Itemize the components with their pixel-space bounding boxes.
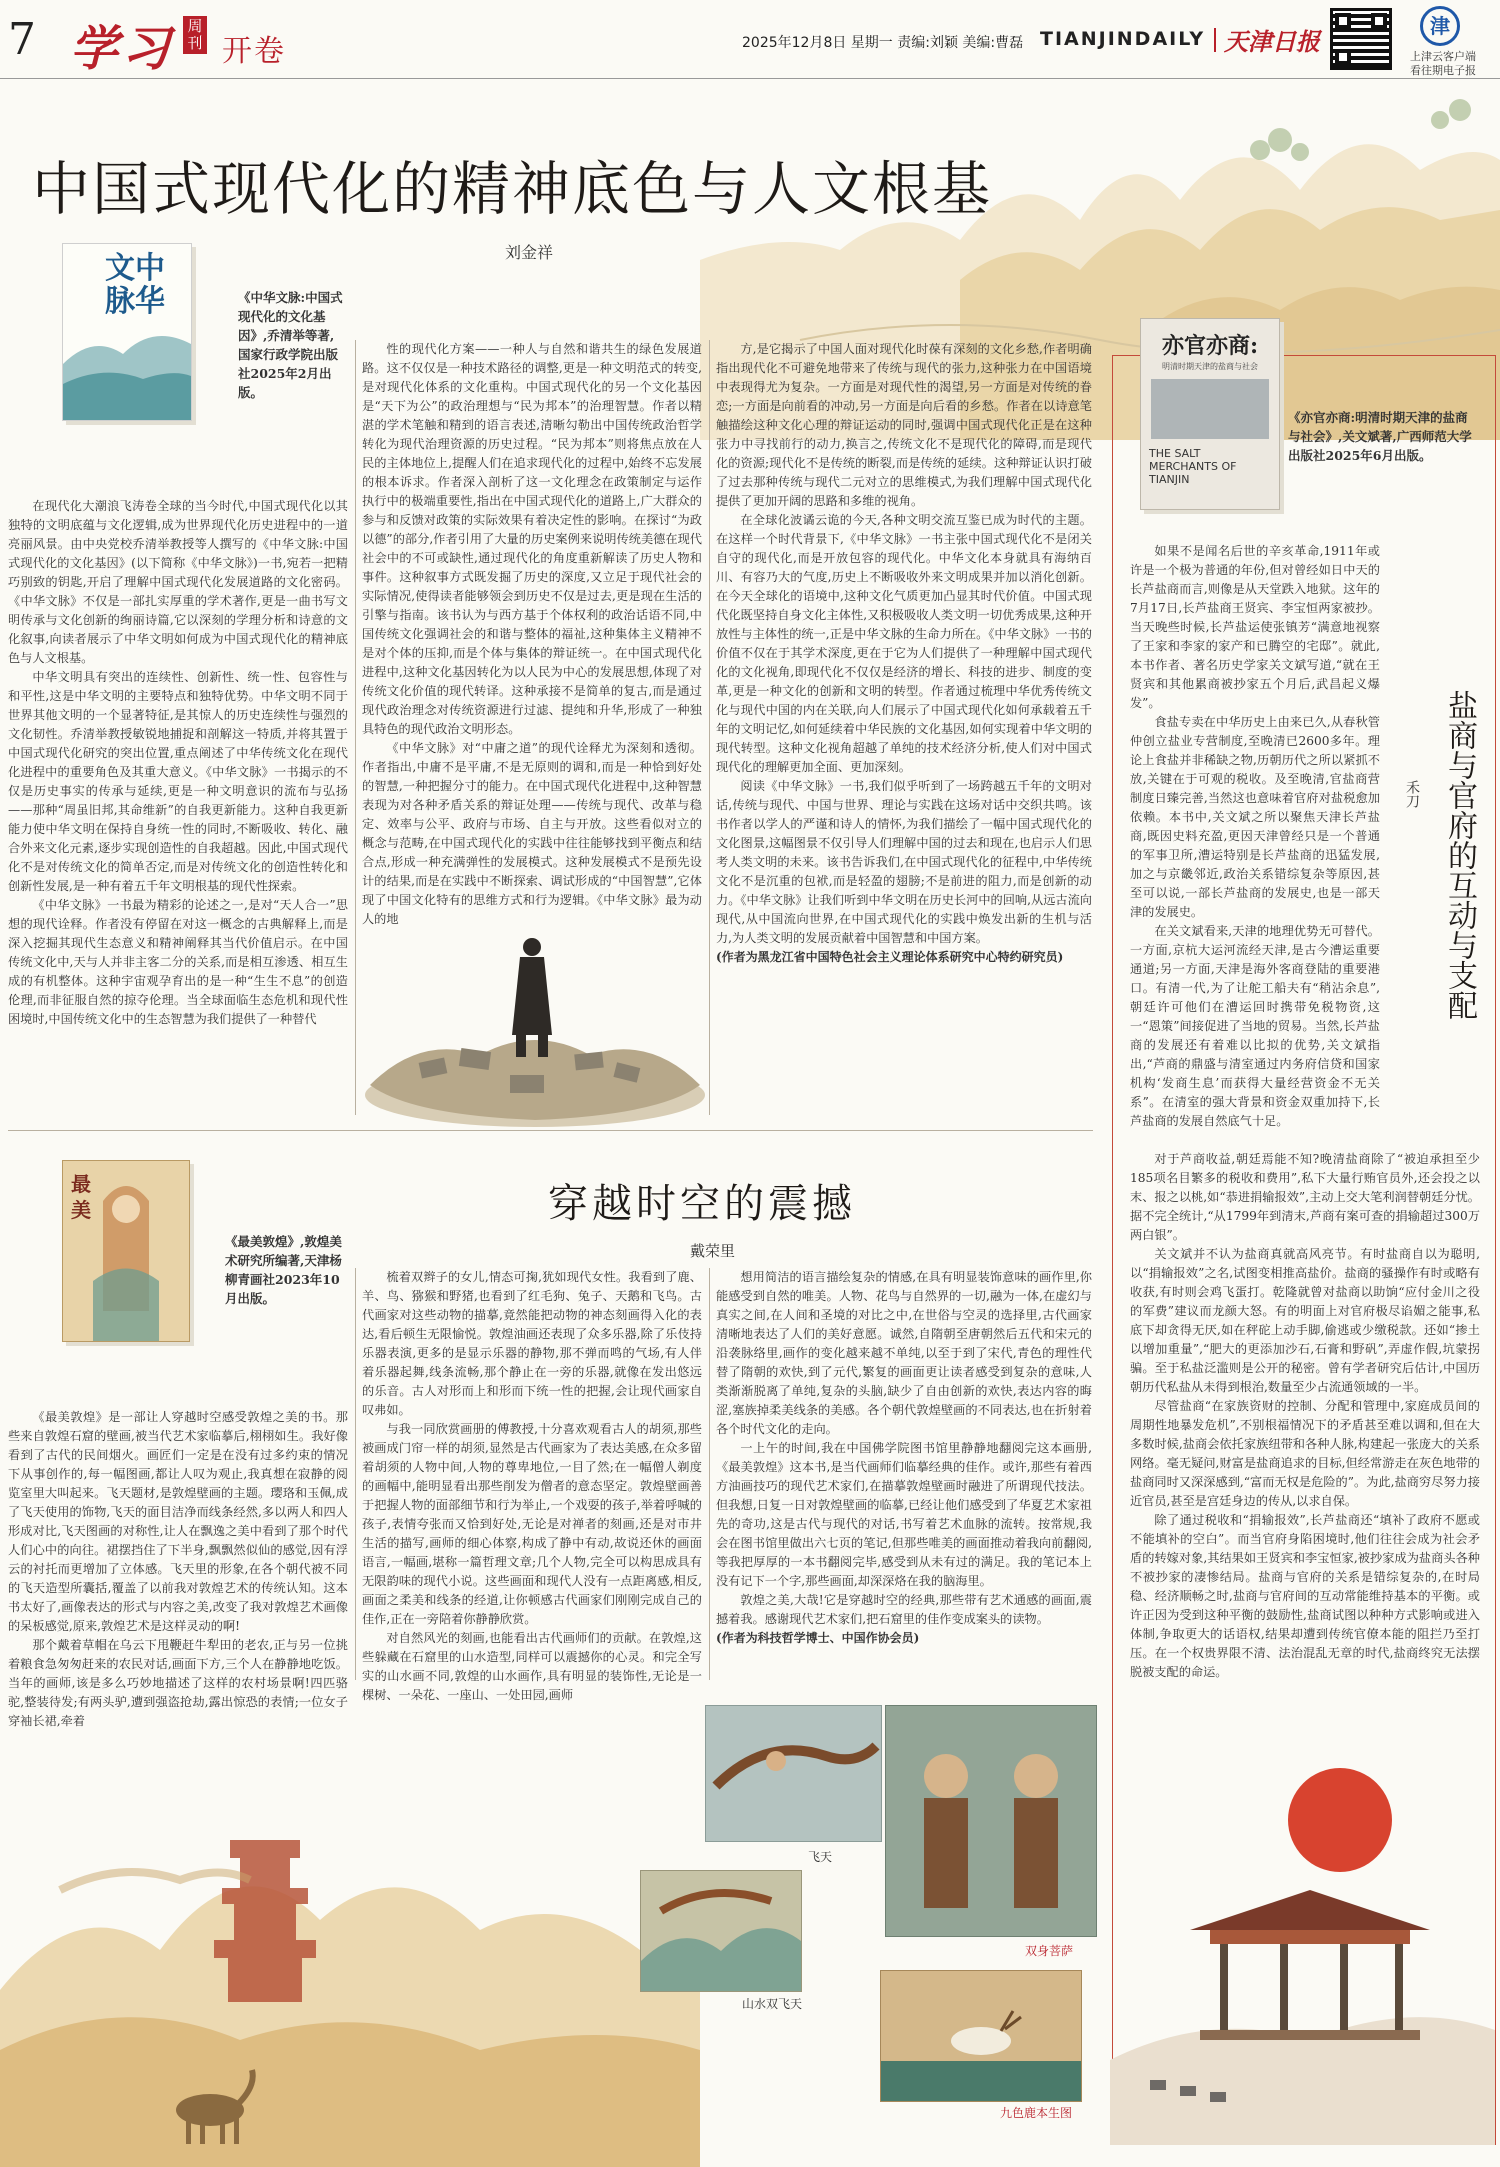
paragraph: 食盐专卖在中华历史上由来已久,从春秋管仲创立盐业专营制度,至晚清已2600多年。理论上食盐并非稀缺之物,历朝历代之所以紧抓不放,关键在于可观的税收。及至晚清,官盐商营制度日臻完善,当然这也意味着官府对盐税愈加依赖。本书中,关文斌之所以聚焦天津长芦盐商,既因史料充盈,更因天津曾经只是一个普通的军事卫所,漕运特别是长芦盐商的迅猛发展,加之与京畿邻近,政治关系错综复杂等原因,甚至可以说,一部长芦盐商的发展史,也是一部天津的发展史。 — [1130, 715, 1380, 919]
paragraph: 阅读《中华文脉》一书,我们似乎听到了一场跨越五千年的文明对话,传统与现代、中国与世界、理论与实践在这场对话中交织共鸣。该书作者以学人的严谨和诗人的情怀,为我们描绘了一幅中国式现代化的文化图景,这幅图景不仅引导人们理解中国的过去和现在,也启示人们思考人类文明的未来。该书告诉我们,在中国式现代化的征程中,中华传统文化不是沉重的包袱,而是轻盈的翅膀;不是前进的阻力,而是创新的动力。《中华文脉》让我们听到中华文明在历史长河中的回响,从远古流向现代,从中国流向世界,在中国式现代化的实践中焕发出新的生机与活力,为人类文明的发展贡献着中国智慧和中国方案。 — [716, 779, 1092, 945]
book-cover-zhonghua — [62, 243, 192, 421]
mural-nine-color-deer — [880, 1970, 1082, 2102]
paragraph: 除了通过税收和“捐输报效”,长芦盐商还“填补了政府不愿或不能填补的空白”。而当官府身陷困境时,他们往往会成为社会矛盾的转嫁对象,其结果如王贤宾和李宝恒家,被抄家成为盐商头各种不被抄家的凄惨结局。盐商与官府的关系是错综复杂的,在时局稳、经济顺畅之时,盐商与官府间的互动常能维持基本的平衡。或许正因为受到这种平衡的鼓励性,盐商试图以种种方式影响或进入体制,争取更大的话语权,结果却遭到传统官僚本能的阻拦乃至打压。在一个权贵界限不清、法治混乱无章的时代,盐商终究无法摆脱被支配的命运。 — [1130, 1513, 1480, 1679]
paragraph: 如果不是闻名后世的辛亥革命,1911年或许是一个极为普通的年份,但对曾经如日中天的长芦盐商而言,则像是从天堂跌入地狱。这年的7月17日,长芦盐商王贤宾、李宝恒两家被抄。当天晚些时候,长芦盐运使张镇芳“满意地视察了王家和李家的家产和已腾空的宅邸”。就此,本书作者、著名历史学家关文斌写道,“就在王贤宾和其他累商被抄家五个月后,武昌起义爆发”。 — [1130, 544, 1380, 710]
book-cover-title: 文中脉华 — [105, 251, 165, 319]
article3-title: 盐商与官府的互动与支配 — [1442, 690, 1477, 1020]
mural-label-landscape: 山水双飞天 — [742, 1997, 803, 2011]
page-number: 7 — [8, 14, 36, 65]
article2-column-2 — [362, 1268, 702, 1705]
book-cover-subtitle: 明清时期天津的盐商与社会 — [1162, 362, 1258, 371]
paragraph: 在全球化波谲云诡的今天,各种文明交流互鉴已成为时代的主题。在这样一个时代背景下,《中华文脉》一书主张中国式现代化不是闭关自守的现代化,而是开放包容的现代化。中华文化本身就具有海纳百川、有容乃大的气度,历史上不断吸收外来文明成果并加以消化创新。在今天全球化的语境中,这种文化气质更加凸显其时代价值。中国式现代化既坚持自身文化主体性,又积极吸收人类文明一切优秀成果,这种开放性与主体性的统一,正是中华文脉的生命力所在。《中华文脉》一书的价值不仅在于其学术深度,更在于它为人们提供了一种理解中国式现代化的文化视角,即现代化不仅仅是经济的增长、科技的进步、制度的变革,更是一种文化的创新和文明的转型。作者通过梳理中华优秀传统文化与现代中国的内在关联,向人们展示了中国式现代化如何承载着五千年的文明记忆,如何延续着中华民族的文化基因,如何实现着中华文明的现代转型。这种文化视角超越了单纯的技术经济分析,使人们对中国式现代化的理解更加全面、更加深刻。 — [716, 513, 1092, 774]
date-line: 2025年12月8日 星期一 责编:刘颖 美编:曹磊 — [742, 35, 1024, 51]
article2-title: 穿越时空的震撼 — [548, 1181, 856, 1227]
mural-label-bodhisattva: 双身菩萨 — [1025, 1944, 1074, 1958]
paragraph: 对于芦商收益,朝廷焉能不知?晚清盐商除了“被迫承担至少185项名目繁多的税收和费用”,私下大量行贿官员外,还会投之以末、报之以桃,如“恭进捐输报效”,主动上交大笔利润替朝廷分忧。据不完全统计,“从1799年到清末,芦商有案可查的捐输超过300万两白银”。 — [1130, 1152, 1480, 1242]
article1-author: 刘金祥 — [505, 243, 554, 262]
paragraph: 《最美敦煌》是一部让人穿越时空感受敦煌之美的书。那些来自敦煌石窟的壁画,被当代艺术家临摹后,栩栩如生。我好像看到了古代的民间烟火。画匠们一定是在没有过多约束的情况下从事创作的,每一幅图画,都让人叹为观止,我真想在寂静的阅览室里大叫起来。飞天题材,是敦煌壁画的主题。璎珞和玉佩,成了飞天使用的饰物,飞天的面目洁净而线条经然,多以两人和四人形成对比,飞天图画的对称性,让人在飘逸之美中看到了那个时代人们心中的向往。裙摆挡住了下半身,飘飘然似仙的感觉,因有浮云的衬托而更增加了立体感。飞天里的形象,在各个朝代被不同的飞天造型所囊括,覆盖了以前我对敦煌艺术的传统认知。这本书太好了,画像表达的形式与内容之美,改变了我对敦煌艺术画像的呆板感觉,原来,敦煌艺术是这样灵动的啊! — [8, 1410, 348, 1633]
pavilion-illustration — [1110, 1760, 1495, 2145]
app-logo-icon[interactable]: 津 — [1420, 6, 1460, 46]
brand-logo: 学习 — [70, 21, 175, 77]
paragraph: 方,是它揭示了中国人面对现代化时葆有深刻的文化乡愁,作者明确指出现代化不可避免地带来了传统与现代的张力,这种张力在中国语境中表现得尤为复杂。一方面是对现代性的渴望,另一方面是对传统的眷恋;一方面是向前看的冲动,另一方面是向后看的乡愁。作者在以诗意笔触描绘这种文化心理的辩证运动的同时,强调中国式现代化正是在这种张力中寻找前行的动力,换言之,传统文化不是现代化的障碍,而是现代化的资源;现代化不是传统的断裂,而是传统的延续。这种辩证认识打破了过去那种传统与现代二元对立的思维模式,为我们理解中国式现代化提供了更加开阔的思路和多维的视角。 — [716, 342, 1092, 508]
svg-text:最: 最 — [71, 1172, 91, 1196]
app-line-2: 看往期电子报 — [1410, 64, 1476, 77]
paragraph: 性的现代化方案——一种人与自然和谐共生的绿色发展道路。这不仅仅是一种技术路径的调整,更是一种文明范式的转变,是对现代化体系的文化重构。中国式现代化的另一个文化基因是“天下为公”的政治理想与“民为邦本”的治理智慧。作者以精湛的学术笔触和精到的语言表述,清晰勾勒出中国传统政治哲学转化为现代治理资源的历史过程。“民为邦本”则将焦点放在人民的主体地位上,提醒人们在追求现代化的过程中,始终不忘发展的根本诉求。作者深入剖析了这一文化理念在政策制定与运作执行中的极端重要性,指出在中国式现代化的道路上,广大群众的参与和反馈对政策的实际效果有着决定性的影响。在探讨“为政以德”的部分,作者引用了大量的历史案例来说明传统美德在现代社会中的不可或缺性,通过现代化的角度重新解读了历史人物和事件。这种叙事方式既发掘了历史的深度,又立足于现代社会的实际情况,使得读者能够领会到历史不仅是过去,更是现在生活的引擎与指南。该书认为与西方基于个体权利的政治话语不同,中国传统文化强调社会的和谐与整体的福祉,这种集体主义精神不是对个体的压抑,而是个体与集体的辩证统一。在中国式现代化进程中,这种文化基因转化为以人民为中心的发展思想,体现了对传统文化价值的现代转译。这种承接不是简单的复古,而是通过现代政治理念对传统资源进行过滤、提纯和升华,形成了一种独具特色的现代政治文明形态。 — [362, 342, 702, 736]
book-cover-dunhuang — [62, 1160, 190, 1342]
paper-name-cn: 天津日报 — [1224, 27, 1320, 56]
mural-landscape-feitian — [640, 1870, 802, 1992]
article3-author: 禾刀 — [1404, 780, 1420, 808]
qr-code[interactable] — [1330, 8, 1392, 70]
paragraph: 梳着双辫子的女儿,情态可掬,犹如现代女性。我看到了鹿、羊、鸟、猕猴和野猪,也看到了红毛狗、兔子、天鹅和飞鸟。古代画家对这些动物的描摹,竟然能把动物的神态刻画得入化的表达,看后顿生无限愉悦。敦煌油画还表现了众多乐器,除了乐伎持乐器表演,更多的是显示乐器的静物,那不弹而鸣的气场,有人伴着乐器起舞,线条流畅,那个静止在一旁的乐器,就像在发出悠远的乐音。古人对形而上和形而下统一性的把握,会让现代画家自叹弗如。 — [362, 1270, 702, 1417]
paper-name-en: TIANJINDAILY — [1040, 28, 1206, 50]
mural-label-feitian: 飞天 — [808, 1850, 833, 1864]
paragraph: 对自然风光的刻画,也能看出古代画师们的贡献。在敦煌,这些躲藏在石窟里的山水造型,同样可以震撼你的心灵。和完全写实的山水画不同,敦煌的山水画作,具有明显的装饰性,无论是一棵树、一朵花、一座山、一处田园,画师 — [362, 1631, 702, 1702]
paragraph: 敦煌之美,大哉!它是穿越时空的经典,那些带有艺术通感的画面,震撼着我。感谢现代艺术家们,把石窟里的佳作变成案头的读物。 — [716, 1593, 1092, 1626]
article1-column-2 — [362, 340, 702, 929]
article3-body-top — [1130, 542, 1380, 1131]
app-line-1: 上津云客户端 — [1410, 50, 1476, 63]
paragraph: 《中华文脉》一书最为精彩的论述之一,是对“天人合一”思想的现代诠释。作者没有停留在对这一概念的古典解释上,而是深入挖掘其现代生态意义和精神阐释其当代价值启示。在中国传统文化中,天与人并非主客二分的关系,而是相互渗透、相互生成的有机整体。这种宇宙观孕育出的是一种“生生不息”的创造伦理,而非征服自然的掠夺伦理。当全球面临生态危机和现代性困境时,中国传统文化中的生态智慧为我们提供了一种替代 — [8, 898, 348, 1026]
book-cover-salt-merchants — [1140, 318, 1280, 510]
paragraph: 与我一同欣赏画册的傅教授,十分喜欢观看古人的胡须,那些被画成门帘一样的胡须,显然是古代画家为了表达美感,在众多留着胡须的人物中间,人物的尊卑地位,一目了然;在一幅僧人剃度的画幅中,能明显看出那些削发为僧者的意态坚定。敦煌壁画善于把握人物的面部细节和行为举止,一个戏耍的孩子,举着呼喊的孩子,表情夸张而又恰到好处,无论是对禅者的刻画,还是对市井生活的描写,画师的细心体察,构成了静中有动,故说还休的画面语言,一幅画,堪称一篇哲理文章;几个人物,完全可以构思成具有无限韵味的现代小说。这些画面和现代人没有一点距离感,相反,画面之柔美和线条的经道,让你顿感古代画家们刚刚完成自己的佳作,正在一旁陪着你静静欣赏。 — [362, 1422, 702, 1626]
article2-author: 戴荣里 — [690, 1242, 736, 1260]
article2-column-3 — [716, 1268, 1092, 1648]
paragraph: 中华文明具有突出的连续性、创新性、统一性、包容性与和平性,这是中华文明的主要特点和独特优势。中华文明不同于世界其他文明的一个显著特征,是其惊人的历史连续性与强烈的文化韧性。乔清举教授敏锐地捕捉和剖解这一特质,并将其置于中国式现代化研究的突出位置,重点阐述了中华传统文化在现代化进程中的重要角色及其重大意义。《中华文脉》一书揭示的不仅是历史事实的传承与延续,更是一种文明意识的流布与弘扬——那种“周虽旧邦,其命维新”的自我更新能力。这种自我更新能力使中华文明在保持自身统一性的同时,不断吸收、转化、融合外来文化元素,逐步实现创造性的自我超越。因此,中国式现代化不是对传统文化的简单否定,而是对传统文化的创造性转化和创新性发展,是一种有着五千年文明根基的现代性探索。 — [8, 670, 348, 893]
article3-body-bottom — [1130, 1150, 1480, 1682]
book-caption-zhonghua: 《中华文脉:中国式现代化的文化基因》,乔清举等著,国家行政学院出版社2025年2月出版。 — [238, 290, 343, 400]
book-caption-dunhuang: 《最美敦煌》,敦煌美术研究所编著,天津杨柳青画社2023年10月出版。 — [225, 1234, 342, 1306]
author-credit: (作者为科技哲学博士、中国作协会员) — [716, 1631, 920, 1645]
dunhuang-landscape-illustration — [0, 1690, 700, 2167]
paragraph: 一上午的时间,我在中国佛学院图书馆里静静地翻阅完这本画册,《最美敦煌》这本书,是当代画师们临摹经典的佳作。或许,那些有着西方油画技巧的现代艺术家们,在描摹敦煌壁画时融进了所谓现代技法。但我想,日复一日对敦煌壁画的临摹,已经让他们感受到了华夏艺术家祖先的奇功,这是古代与现代的对话,书写着艺术血脉的流转。按常规,我会在图书馆里做出六七页的笔记,但那些唯美的画面推动着我向前翻阅,等我把厚厚的一本书翻阅完毕,感受到从未有过的满足。我的笔记本上没有记下一个字,那些画面,却深深烙在我的脑海里。 — [716, 1441, 1092, 1588]
masthead — [0, 0, 1500, 78]
book-caption-salt-merchants: 《亦官亦商:明清时期天津的盐商与社会》,关文斌著,广西师范大学出版社2025年6月出版。 — [1288, 410, 1472, 463]
article1-column-3 — [716, 340, 1092, 967]
author-credit: (作者为黑龙江省中国特色社会主义理论体系研究中心特约研究员) — [716, 950, 1064, 964]
scholar-on-books-illustration — [360, 925, 710, 1130]
mural-bodhisattva — [885, 1705, 1097, 1937]
paragraph: 《中华文脉》对“中庸之道”的现代诠释尤为深刻和透彻。作者指出,中庸不是平庸,不是无原则的调和,而是一种恰到好处的智慧,一种把握分寸的能力。在中国式现代化进程中,这种智慧表现为对各种矛盾关系的辩证处理——传统与现代、改革与稳定、效率与公平、政府与市场、自主与开放。这些看似对立的概念与范畴,在中国式现代化的实践中往往能够找到平衡点和结合点,形成一种充满弹性的发展模式。这种发展模式不是预先设计的结果,而是在实践中不断探索、调试形成的“中国智慧”,它体现了中国文化特有的思维方式和行为逻辑。《中华文脉》最为动人的地 — [362, 741, 702, 926]
book-cover-english: THE SALT MERCHANTS OF TIANJIN — [1149, 447, 1237, 486]
mural-feitian — [705, 1705, 882, 1842]
paragraph: 那个戴着草帽在乌云下甩鞭赶牛犁田的老农,正与另一位挑着粮食急匆匆赶来的农民对话,画面下方,三个人在静静地吃饭。当年的画师,该是多么巧妙地描述了这样的农村场景啊!四匹骆驼,整装待发;有两头驴,遭到强盗抢劫,露出惊恐的表情;一位女子穿袖长裙,牵着 — [8, 1638, 348, 1728]
section-name: 开卷 — [222, 34, 286, 69]
paragraph: 想用简洁的语言描绘复杂的情感,在具有明显装饰意味的画作里,你能感受到自然的唯美。人物、花鸟与自然界的一切,融为一体,在虚幻与真实之间,在人间和圣境的对比之中,在世俗与空灵的选择里,古代画家清晰地表达了人们的美好意愿。诚然,自隋朝至唐朝然后五代和宋元的沿袭脉络里,画作的变化越来越不单纯,以至于到了宋代,青色的理性代替了隋朝的欢快,到了元代,繁复的画面更让读者感受到复杂的意味,人类渐渐脱离了单纯,复杂的头脑,缺少了自由创新的欢快,表达内容的晦涩,塞族掉柔美线条的美感。各个朝代敦煌壁画的不同表达,也在折射着各个时代文化的走向。 — [716, 1270, 1092, 1436]
paper-divider — [1214, 28, 1216, 52]
paragraph: 尽管盐商“在家族资财的控制、分配和管理中,家庭成员间的周期性地暴发危机”,不别根福情况下的矛盾甚至难以调和,但在大多数时候,盐商会依托家族纽带和各种人脉,构建起一张庞大的关系网络。毫无疑问,财富是盐商追求的目标,但经常游走在灰色地带的盐商同时又深深感到,“富而无权是危险的”。为此,盐商穷尽努力接近官员,甚至是宫廷身边的传从,以求自保。 — [1130, 1399, 1480, 1508]
brand-sub: 周刊 — [183, 16, 207, 54]
book-cover-title: 亦官亦商: — [1161, 333, 1259, 359]
paragraph: 在关文斌看来,天津的地理优势无可替代。一方面,京杭大运河流经天津,是古今漕运重要通道;另一方面,天津是海外客商登陆的重要港口。有清一代,为了让舵工船夫有“稍沾余息”,朝廷许可他们在漕运回时携带免税物资,这一“恩策”间接促进了当地的贸易。当然,长芦盐商的发展还有着难以比拟的优势,关文斌指出,“芦商的鼎盛与清室通过内务府信贷和国家机构‘发商生息’而获得大量经营资金不无关系”。在清室的强大背景和资金双重加持下,长芦盐商的发展自然底气十足。 — [1130, 924, 1380, 1128]
mural-label-deer: 九色鹿本生图 — [1000, 2106, 1073, 2120]
article1-column-1 — [8, 497, 348, 1029]
article2-column-1 — [8, 1408, 348, 1731]
article1-title: 中国式现代化的精神底色与人文根基 — [32, 155, 993, 223]
svg-text:美: 美 — [71, 1198, 91, 1222]
paragraph: 在现代化大潮浪飞涛卷全球的当今时代,中国式现代化以其独特的文明底蕴与文化逻辑,成为世界现代化历史进程中的一道亮丽风景。由中央党校乔清举教授等人撰写的《中华文脉:中国式现代化的文化基因》(以下简称《中华文脉》)一书,宛若一把精巧别致的钥匙,开启了理解中国式现代化发展道路的文化密码。《中华文脉》不仅是一部扎实厚重的学术著作,更是一曲书写文明传承与文化创新的绚丽诗篇,它以深刻的学理分析和诗意的文化叙事,向读者展示了中华文明如何成为中国式现代化的精神底色与人文根基。 — [8, 499, 348, 665]
paragraph: 关文斌并不认为盐商真就高风亮节。有时盐商自以为聪明,以“捐输报效”之名,试图变相推高盐价。盐商的骚操作有时或略有收获,有时则会鸡飞蛋打。乾隆就曾对盐商以助饷“应付金川之役的军费”建议而龙颜大怒。有的明面上对官府极尽谄媚之能事,私底下却贪得无厌,如在秤砣上动手脚,偷逃或少缴税款。还如“掺土以增加重量”,“肥大的更添加沙石,石膏和野矾”,弄虚作假,坑蒙拐骗。至于私盐泛滥则是公开的秘密。曾有学者研究后估计,中国历朝历代私盐从未得到根治,数量至少占流通领域的一半。 — [1130, 1247, 1480, 1394]
